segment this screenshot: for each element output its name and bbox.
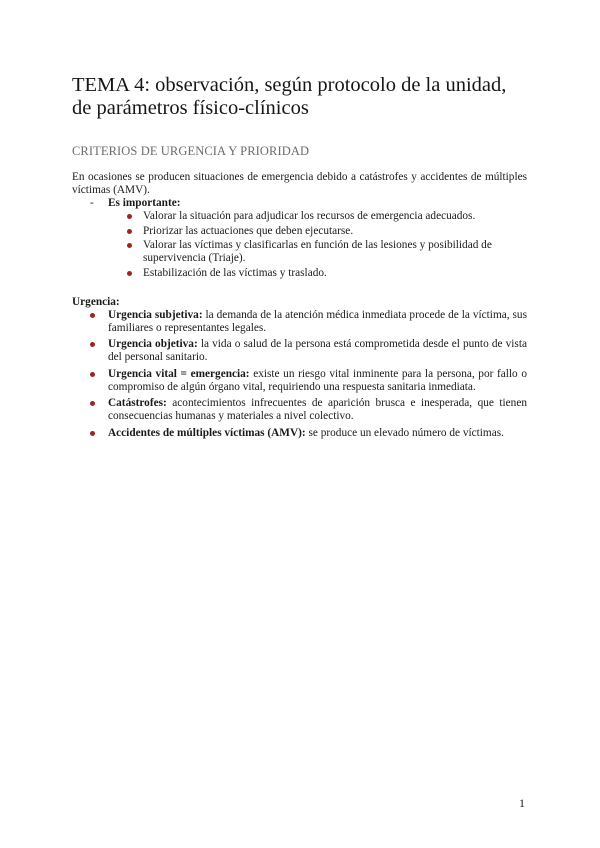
important-list bbox=[126, 210, 527, 280]
list-item bbox=[126, 210, 527, 223]
urgencia-list bbox=[90, 309, 527, 440]
bullet-icon bbox=[90, 431, 95, 436]
page-number: 1 bbox=[519, 796, 525, 810]
term-label: Accidentes de múltiples víctimas (AMV): bbox=[108, 426, 306, 439]
important-block bbox=[90, 197, 527, 210]
term-definition: existe un riesgo vital inminente para la persona, por fallo o compromiso de algún órgano vital, requiriendo una respuesta sanitaria inmediata. bbox=[108, 367, 527, 393]
list-item bbox=[126, 267, 527, 280]
list-item-text: Estabilización de las víctimas y traslado. bbox=[143, 266, 327, 279]
term-definition: acontecimientos infrecuentes de aparición brusca e inesperada, que tienen consecuencias humanas y materiales a nivel colectivo. bbox=[108, 397, 527, 422]
bullet-icon bbox=[127, 214, 132, 219]
term-definition: se produce un elevado número de víctimas. bbox=[305, 426, 504, 439]
list-item bbox=[90, 338, 527, 364]
term-label: Catástrofes: bbox=[108, 397, 167, 409]
term-definition: la demanda de la atención médica inmediata procede de la víctima, sus familiares o representantes legales. bbox=[108, 308, 527, 334]
bullet-icon bbox=[90, 313, 95, 318]
list-item bbox=[126, 239, 527, 265]
bullet-icon bbox=[127, 271, 132, 276]
term-label: Urgencia subjetiva: bbox=[108, 308, 203, 321]
important-label: Es importante: bbox=[108, 197, 181, 209]
page-title: TEMA 4: observación, según protocolo de la unidad, de parámetros físico-clínicos bbox=[72, 74, 507, 119]
list-item bbox=[90, 309, 527, 335]
bullet-icon bbox=[90, 372, 95, 377]
term-label: Urgencia objetiva: bbox=[108, 338, 198, 350]
list-item bbox=[90, 368, 527, 394]
intro-paragraph: En ocasiones se producen situaciones de emergencia debido a catástrofes y accidentes de múltiples víctimas (AMV). bbox=[72, 171, 527, 196]
term-label: Urgencia vital = emergencia: bbox=[108, 367, 250, 380]
term-definition: la vida o salud de la persona está comprometida desde el punto de vista del personal sanitario. bbox=[108, 338, 527, 363]
list-item-text: Valorar las víctimas y clasificarlas en función de las lesiones y posibilidad de supervivencia (Triaje). bbox=[143, 239, 492, 264]
list-item bbox=[90, 427, 527, 440]
document-page bbox=[72, 74, 527, 443]
dash-marker: - bbox=[90, 197, 94, 209]
list-item-text: Priorizar las actuaciones que deben ejecutarse. bbox=[143, 224, 354, 237]
list-item bbox=[126, 225, 527, 238]
bullet-icon bbox=[90, 401, 95, 406]
bullet-icon bbox=[127, 243, 132, 248]
list-item-text: Valorar la situación para adjudicar los recursos de emergencia adecuados. bbox=[143, 210, 476, 222]
bullet-icon bbox=[127, 229, 132, 234]
section-heading: CRITERIOS DE URGENCIA Y PRIORIDAD bbox=[72, 144, 310, 158]
list-item bbox=[90, 397, 527, 423]
bullet-icon bbox=[90, 342, 95, 347]
urgencia-heading: Urgencia: bbox=[72, 295, 120, 308]
